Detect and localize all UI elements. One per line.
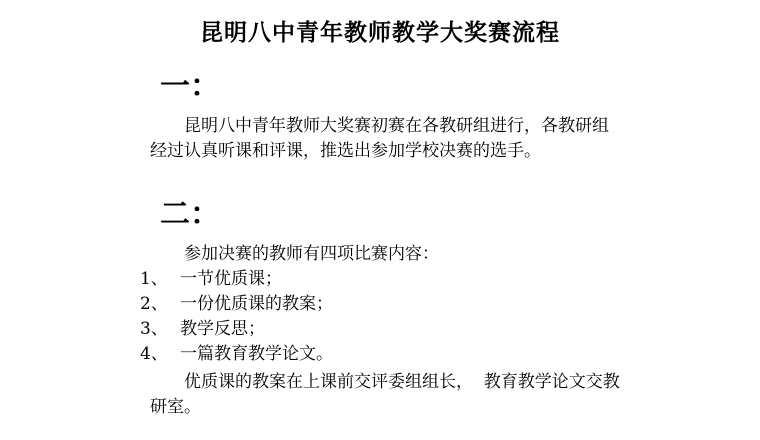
list-item [140,342,333,367]
list-item-number: 2、 [140,294,168,314]
list-item [140,317,265,342]
list-item-text: 一篇教育教学论文。 [180,344,333,364]
list-item-text: 教学反思； [180,319,265,339]
section-heading-one: 一： [160,69,220,104]
list-item-text: 一份优质课的教案； [180,294,333,314]
list-item [140,292,333,317]
list-item-number: 4、 [140,344,168,364]
list-item-number: 3、 [140,319,168,339]
document-title: 昆明八中青年教师教学大奖赛流程 [200,19,560,46]
section-two-closing: 优质课的教案在上课前交评委组组长， 教育教学论文交教研室。 [150,372,620,417]
section-one-paragraph: 昆明八中青年教师大奖赛初赛在各教研组进行，各教研组经过认真听课和评课，推选出参加学校决赛的选手。 [150,116,609,161]
list-item-number: 1、 [140,269,168,289]
section-two-intro: 参加决赛的教师有四项比赛内容： [184,244,439,264]
section-heading-two: 二： [160,197,220,232]
list-item [140,267,282,292]
list-item-text: 一节优质课； [180,269,282,289]
